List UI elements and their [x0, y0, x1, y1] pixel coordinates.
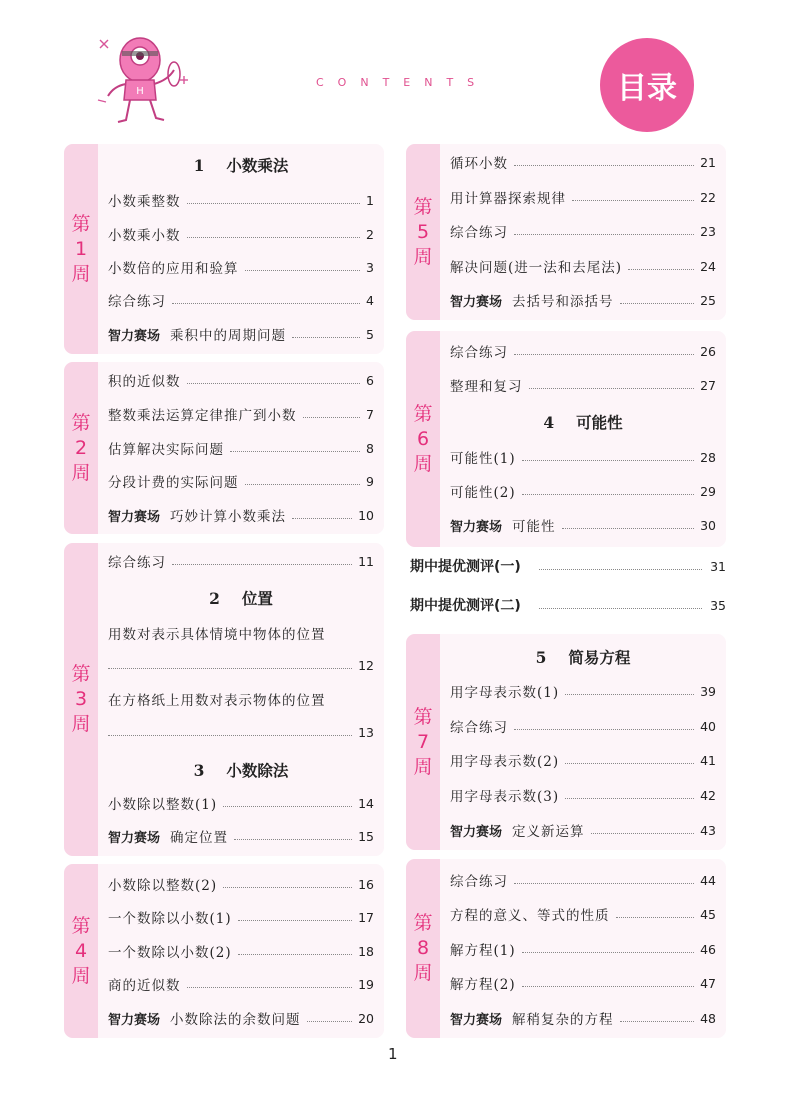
dot-leader [187, 986, 353, 988]
dot-leader [238, 953, 352, 955]
entry-page: 16 [358, 876, 374, 892]
entry-category: 智力赛场 [450, 519, 503, 535]
entry-title: 分段计费的实际问题 [108, 475, 239, 491]
week-tab-char: 1 [74, 237, 88, 260]
week-tab-char: 周 [71, 713, 91, 735]
entry-title: 综合练习 [450, 720, 508, 736]
week-tab-char: 2 [74, 436, 88, 459]
dot-leader [108, 734, 352, 736]
entry-page: 18 [358, 943, 374, 959]
dot-leader [628, 268, 694, 270]
entry-title: 综合练习 [108, 294, 166, 310]
entry-page: 7 [366, 406, 374, 422]
toc-entry[interactable] [108, 974, 374, 994]
dot-leader [572, 199, 694, 201]
unit-number: 4 [543, 413, 555, 432]
week-tab-char: 第 [71, 411, 91, 434]
toc-entry[interactable] [450, 716, 716, 736]
unit-4-heading [440, 411, 726, 433]
week-1-tab [64, 144, 98, 354]
week-6-tab [406, 331, 440, 547]
midterm-entry-1[interactable] [410, 556, 726, 576]
entry-title: 解方程(2) [450, 977, 516, 993]
toc-entry[interactable] [450, 939, 716, 959]
toc-entry[interactable] [450, 820, 716, 840]
week-tab-char: 周 [413, 755, 433, 778]
dot-leader [187, 202, 361, 204]
week-tab-char: 周 [413, 452, 433, 475]
toc-entry[interactable] [108, 793, 374, 813]
entry-title: 小数除法的余数问题 [170, 1012, 301, 1028]
entry-title: 估算解决实际问题 [108, 442, 224, 458]
entry-page: 44 [700, 872, 716, 888]
unit-number: 5 [535, 648, 547, 667]
unit-number: 2 [209, 589, 220, 608]
week-5-panel [406, 144, 726, 320]
toc-entry[interactable] [450, 973, 716, 993]
week-4-tab [64, 864, 98, 1038]
dot-leader [565, 762, 694, 764]
unit-title: 小数除法 [226, 761, 289, 780]
dot-leader [522, 459, 694, 461]
dot-leader [108, 667, 352, 669]
toc-entry[interactable] [108, 874, 374, 894]
week-2-tab [64, 362, 98, 534]
entry-title: 综合练习 [450, 345, 508, 361]
dot-leader [522, 985, 694, 987]
dot-leader [539, 568, 702, 570]
entry-title: 小数乘小数 [108, 228, 181, 244]
entry-page: 43 [700, 822, 716, 838]
entry-page: 1 [366, 192, 374, 208]
week-tab-char: 周 [413, 962, 433, 984]
entry-title: 小数除以整数(1) [108, 797, 218, 813]
entry-page: 39 [700, 683, 716, 699]
week-5-tab [406, 144, 440, 320]
toc-entry[interactable] [450, 290, 716, 310]
entry-page: 26 [700, 343, 716, 359]
toc-entry[interactable] [450, 515, 716, 535]
mascot-illustration [96, 30, 192, 128]
dot-leader [514, 728, 694, 730]
toc-entry[interactable] [450, 870, 716, 890]
entry-title: 用字母表示数(2) [450, 754, 560, 770]
entry-title: 用字母表示数(3) [450, 789, 560, 805]
dot-leader [187, 382, 361, 384]
week-tab-char: 3 [74, 688, 88, 710]
unit-1-heading [98, 154, 384, 176]
toc-title-badge: 目录 [600, 38, 694, 132]
toc-entry-title[interactable] [108, 689, 374, 709]
toc-entry[interactable] [108, 826, 374, 846]
entry-category: 智力赛场 [450, 1012, 503, 1028]
toc-entry[interactable] [450, 187, 716, 207]
week-tab-char: 8 [416, 937, 430, 959]
entry-category: 智力赛场 [108, 830, 161, 846]
entry-page: 15 [358, 828, 374, 844]
entry-page: 14 [358, 795, 374, 811]
dot-leader [539, 607, 702, 609]
entry-title: 解决问题(进一法和去尾法) [450, 260, 623, 276]
toc-entry[interactable] [108, 290, 374, 310]
entry-page: 46 [700, 941, 716, 957]
entry-title: 小数乘整数 [108, 194, 181, 210]
toc-entry[interactable] [450, 785, 716, 805]
entry-title: 整理和复习 [450, 379, 523, 395]
week-tab-char: 第 [413, 195, 433, 218]
entry-page: 41 [700, 752, 716, 768]
dot-leader [223, 886, 352, 888]
dot-leader [245, 483, 361, 485]
entry-page: 23 [700, 223, 716, 239]
week-1-panel [64, 144, 384, 354]
unit-3-heading [98, 759, 384, 781]
toc-entry[interactable] [108, 438, 374, 458]
entry-page: 42 [700, 787, 716, 803]
entry-title: 方程的意义、等式的性质 [450, 908, 610, 924]
entry-page: 4 [366, 292, 374, 308]
dot-leader [234, 838, 352, 840]
entry-page: 10 [358, 507, 374, 523]
entry-title: 用数对表示具体情境中物体的位置 [108, 627, 326, 643]
dot-leader [620, 302, 695, 304]
entry-title: 巧妙计算小数乘法 [170, 509, 287, 525]
entry-title: 积的近似数 [108, 374, 181, 390]
unit-2-heading [98, 587, 384, 609]
entry-title: 确定位置 [170, 830, 229, 846]
week-7-panel [406, 634, 726, 850]
week-3-tab [64, 543, 98, 856]
week-tab-char: 7 [416, 730, 430, 753]
unit-title: 可能性 [576, 413, 623, 432]
svg-text:H: H [136, 86, 144, 97]
entry-title: 可能性(2) [450, 485, 516, 501]
entry-title: 乘积中的周期问题 [170, 328, 287, 344]
entry-title: 综合练习 [450, 874, 508, 890]
week-tab-char: 第 [413, 705, 433, 728]
toc-entry[interactable] [450, 341, 716, 361]
toc-entry[interactable] [450, 904, 716, 924]
toc-entry[interactable] [450, 481, 716, 501]
entry-title: 商的近似数 [108, 978, 181, 994]
toc-entry-leader[interactable] [108, 722, 374, 742]
entry-title: 可能性(1) [450, 451, 516, 467]
entry-title: 一个数除以小数(1) [108, 911, 232, 927]
entry-category: 智力赛场 [450, 294, 503, 310]
entry-title: 期中提优测评(二) [410, 598, 521, 614]
entry-title: 解稍复杂的方程 [512, 1012, 614, 1028]
toc-entry[interactable] [108, 190, 374, 210]
toc-entry[interactable] [108, 941, 374, 961]
dot-leader [292, 336, 360, 338]
dot-leader [514, 353, 694, 355]
dot-leader [514, 882, 694, 884]
entry-page: 27 [700, 377, 716, 393]
entry-page: 22 [700, 189, 716, 205]
toc-entry[interactable] [108, 471, 374, 491]
unit-number: 1 [193, 156, 205, 175]
page-number: 1 [388, 1045, 398, 1063]
dot-leader [245, 269, 361, 271]
dot-leader [620, 1020, 695, 1022]
unit-title: 小数乘法 [226, 156, 289, 175]
entry-page: 25 [700, 292, 716, 308]
entry-title: 一个数除以小数(2) [108, 945, 232, 961]
week-8-panel [406, 859, 726, 1038]
toc-entry[interactable] [450, 375, 716, 395]
dot-leader [529, 387, 695, 389]
entry-page: 17 [358, 909, 374, 925]
dot-leader [514, 164, 694, 166]
week-tab-char: 第 [71, 212, 91, 235]
dot-leader [292, 517, 352, 519]
dot-leader [238, 919, 352, 921]
toc-entry[interactable] [450, 221, 716, 241]
dot-leader [307, 1020, 353, 1022]
dot-leader [562, 527, 695, 529]
entry-page: 28 [700, 449, 716, 465]
entry-page: 24 [700, 258, 716, 274]
week-tab-char: 周 [71, 262, 91, 285]
entry-title: 用计算器探索规律 [450, 191, 566, 207]
entry-page: 13 [358, 724, 374, 740]
dot-leader [591, 832, 695, 834]
entry-page: 19 [358, 976, 374, 992]
entry-category: 智力赛场 [108, 509, 161, 525]
toc-entry[interactable] [108, 1008, 374, 1028]
entry-page: 35 [710, 597, 726, 613]
entry-page: 3 [366, 259, 374, 275]
week-tab-char: 周 [71, 461, 91, 484]
week-tab-char: 周 [413, 245, 433, 268]
dot-leader [565, 797, 694, 799]
entry-page: 40 [700, 718, 716, 734]
week-4-panel [64, 864, 384, 1038]
toc-entry[interactable] [108, 370, 374, 390]
week-tab-char: 第 [71, 914, 91, 937]
entry-title: 用字母表示数(1) [450, 685, 560, 701]
entry-page: 12 [358, 657, 374, 673]
dot-leader [223, 805, 352, 807]
unit-5-heading [440, 646, 726, 668]
entry-page: 21 [700, 154, 716, 170]
week-7-tab [406, 634, 440, 850]
dot-leader [172, 563, 352, 565]
entry-page: 11 [358, 553, 374, 569]
dot-leader [565, 693, 694, 695]
week-6-panel [406, 331, 726, 547]
entry-page: 47 [700, 975, 716, 991]
toc-entry[interactable] [108, 324, 374, 344]
week-tab-char: 6 [416, 427, 430, 450]
unit-number: 3 [193, 761, 205, 780]
entry-title: 整数乘法运算定律推广到小数 [108, 408, 297, 424]
toc-entry[interactable] [108, 505, 374, 525]
entry-page: 29 [700, 483, 716, 499]
toc-entry-title[interactable] [108, 623, 374, 643]
entry-page: 45 [700, 906, 716, 922]
entry-title: 解方程(1) [450, 943, 516, 959]
entry-category: 智力赛场 [108, 1012, 161, 1028]
toc-entry[interactable] [108, 551, 374, 571]
entry-title: 定义新运算 [512, 824, 585, 840]
toc-entry[interactable] [450, 1008, 716, 1028]
week-8-tab [406, 859, 440, 1038]
dot-leader [303, 416, 361, 418]
entry-page: 6 [366, 372, 374, 388]
toc-entry[interactable] [108, 907, 374, 927]
unit-title: 简易方程 [568, 648, 631, 667]
dot-leader [230, 450, 360, 452]
toc-entry[interactable] [450, 152, 716, 172]
dot-leader [616, 916, 695, 918]
dot-leader [187, 236, 361, 238]
entry-category: 智力赛场 [108, 328, 161, 344]
midterm-entry-2[interactable] [410, 595, 726, 615]
toc-entry[interactable] [108, 404, 374, 424]
dot-leader [172, 302, 360, 304]
toc-entry[interactable] [450, 750, 716, 770]
entry-title: 可能性 [512, 519, 556, 535]
week-3-panel [64, 543, 384, 856]
contents-label: CONTENTS [316, 76, 489, 89]
toc-entry-leader[interactable] [108, 655, 374, 675]
entry-page: 30 [700, 517, 716, 533]
dot-leader [522, 951, 694, 953]
entry-title: 去括号和添括号 [512, 294, 614, 310]
unit-title: 位置 [241, 589, 273, 608]
entry-title: 综合练习 [450, 225, 508, 241]
entry-title: 期中提优测评(一) [410, 559, 521, 575]
week-tab-char: 第 [413, 912, 433, 934]
toc-entry[interactable] [108, 257, 374, 277]
week-tab-char: 4 [74, 939, 88, 962]
dot-leader [514, 233, 694, 235]
week-tab-char: 第 [71, 663, 91, 685]
week-2-panel [64, 362, 384, 534]
entry-page: 2 [366, 226, 374, 242]
entry-page: 5 [366, 326, 374, 342]
week-tab-char: 第 [413, 402, 433, 425]
toc-entry[interactable] [450, 256, 716, 276]
entry-page: 20 [358, 1010, 374, 1026]
entry-title: 循环小数 [450, 156, 508, 172]
toc-entry[interactable] [450, 447, 716, 467]
entry-page: 31 [710, 558, 726, 574]
dot-leader [522, 493, 694, 495]
entry-page: 9 [366, 473, 374, 489]
entry-page: 48 [700, 1010, 716, 1026]
week-tab-char: 5 [416, 220, 430, 243]
week-tab-char: 周 [71, 964, 91, 987]
toc-entry[interactable] [108, 224, 374, 244]
entry-title: 综合练习 [108, 555, 166, 571]
entry-page: 8 [366, 440, 374, 456]
entry-category: 智力赛场 [450, 824, 503, 840]
entry-title: 小数倍的应用和验算 [108, 261, 239, 277]
entry-title: 在方格纸上用数对表示物体的位置 [108, 693, 326, 709]
entry-title: 小数除以整数(2) [108, 878, 218, 894]
toc-entry[interactable] [450, 681, 716, 701]
